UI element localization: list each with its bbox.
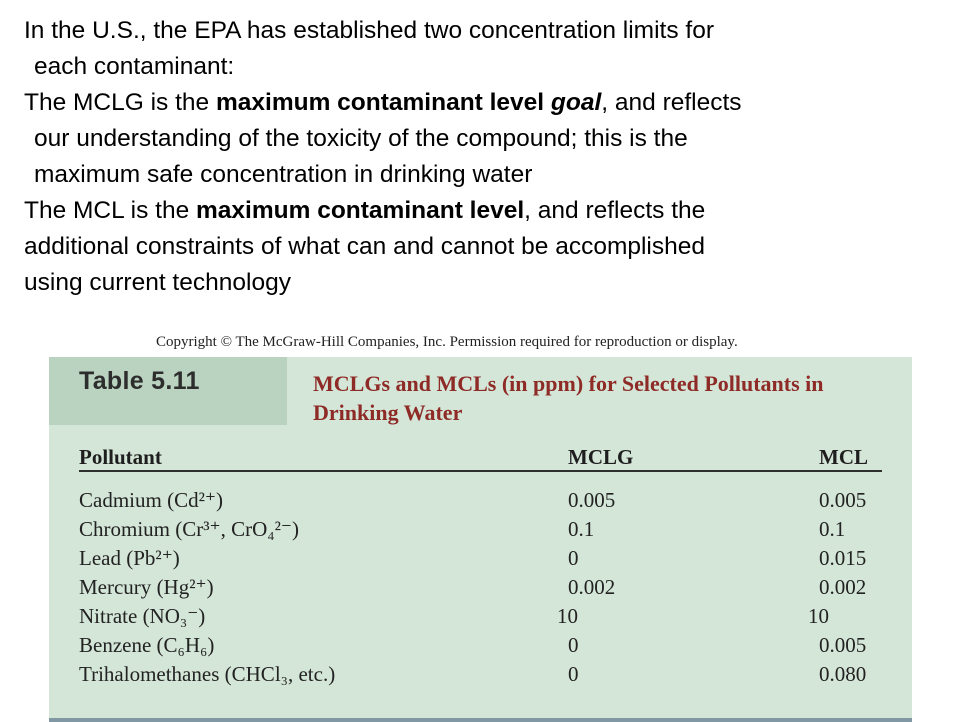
table-label-box — [49, 357, 287, 425]
table-title: MCLGs and MCLs (in ppm) for Selected Pollutants in Drinking Water — [313, 371, 824, 425]
mclg-cell: 0.002 — [568, 575, 616, 599]
table-row — [49, 602, 912, 631]
paragraph-2-line-2: our understanding of the toxicity of the compound; this is the — [34, 125, 688, 152]
mclg-term: maximum contaminant level — [215, 89, 551, 116]
mclg-intro: The MCLG is the — [24, 89, 216, 116]
mcl-term: maximum contaminant level — [196, 197, 525, 224]
table-row — [49, 515, 912, 544]
mcl-cell: 0.1 — [819, 517, 846, 541]
mclg-cell: 0 — [568, 633, 579, 657]
column-header-mclg: MCLG — [568, 445, 634, 469]
pollutant-cell: Cadmium (Cd²⁺) — [79, 488, 223, 512]
mcl-cell: 0.005 — [819, 488, 867, 512]
mclg-cell: 0.1 — [568, 517, 595, 541]
pollutant-cell: Mercury (Hg²⁺) — [79, 575, 214, 599]
mcl-cell: 0.005 — [819, 633, 867, 657]
pollutant-cell: Chromium (Cr³⁺, CrO₄²⁻) — [79, 517, 299, 541]
pollutant-table-figure — [49, 357, 912, 722]
paragraph-1-line-1: In the U.S., the EPA has established two concentration limits for — [24, 17, 714, 44]
mcl-intro: The MCL is the — [24, 197, 197, 224]
paragraph-1-line-2: each contaminant: — [34, 53, 235, 80]
table-row — [49, 544, 912, 573]
pollutant-cell: Lead (Pb²⁺) — [79, 546, 180, 570]
mclg-cell: 0.005 — [568, 488, 616, 512]
mcl-cell: 0.015 — [819, 546, 867, 570]
table-row — [49, 660, 912, 689]
mclg-cell: 0 — [568, 662, 579, 686]
pollutant-cell: Benzene (C₆H₆) — [79, 633, 215, 657]
table-label: Table 5.11 — [79, 367, 200, 395]
slide-body-text — [24, 13, 954, 301]
mclg-cell: 0 — [568, 546, 579, 570]
table-row — [49, 486, 912, 515]
paragraph-3-line-3: using current technology — [24, 269, 291, 296]
paragraph-3-line-1 — [24, 193, 954, 229]
mclg-cell: 10 — [557, 604, 578, 628]
paragraph-3-line-2: additional constraints of what can and cannot be accomplished — [24, 233, 705, 260]
header-rule — [79, 470, 882, 472]
mcl-cell: 10 — [808, 604, 829, 628]
table-row — [49, 631, 912, 660]
mclg-goal-term: goal — [550, 89, 602, 116]
pollutant-cell: Nitrate (NO₃⁻) — [79, 604, 206, 628]
mclg-line1-end: , and reflects — [601, 89, 742, 116]
column-header-mcl: MCL — [819, 445, 868, 469]
mcl-cell: 0.080 — [819, 662, 867, 686]
pollutant-cell: Trihalomethanes (CHCl₃, etc.) — [79, 662, 336, 686]
mcl-cell: 0.002 — [819, 575, 867, 599]
mcl-line1-end: , and reflects the — [524, 197, 706, 224]
table-body — [49, 486, 912, 689]
column-header-pollutant: Pollutant — [79, 445, 162, 469]
paragraph-2-line-1 — [24, 85, 954, 121]
paragraph-2-line-3: maximum safe concentration in drinking water — [34, 161, 533, 188]
copyright-notice: Copyright © The McGraw-Hill Companies, Inc. Permission required for reproduction or display. — [156, 334, 738, 350]
table-row — [49, 573, 912, 602]
